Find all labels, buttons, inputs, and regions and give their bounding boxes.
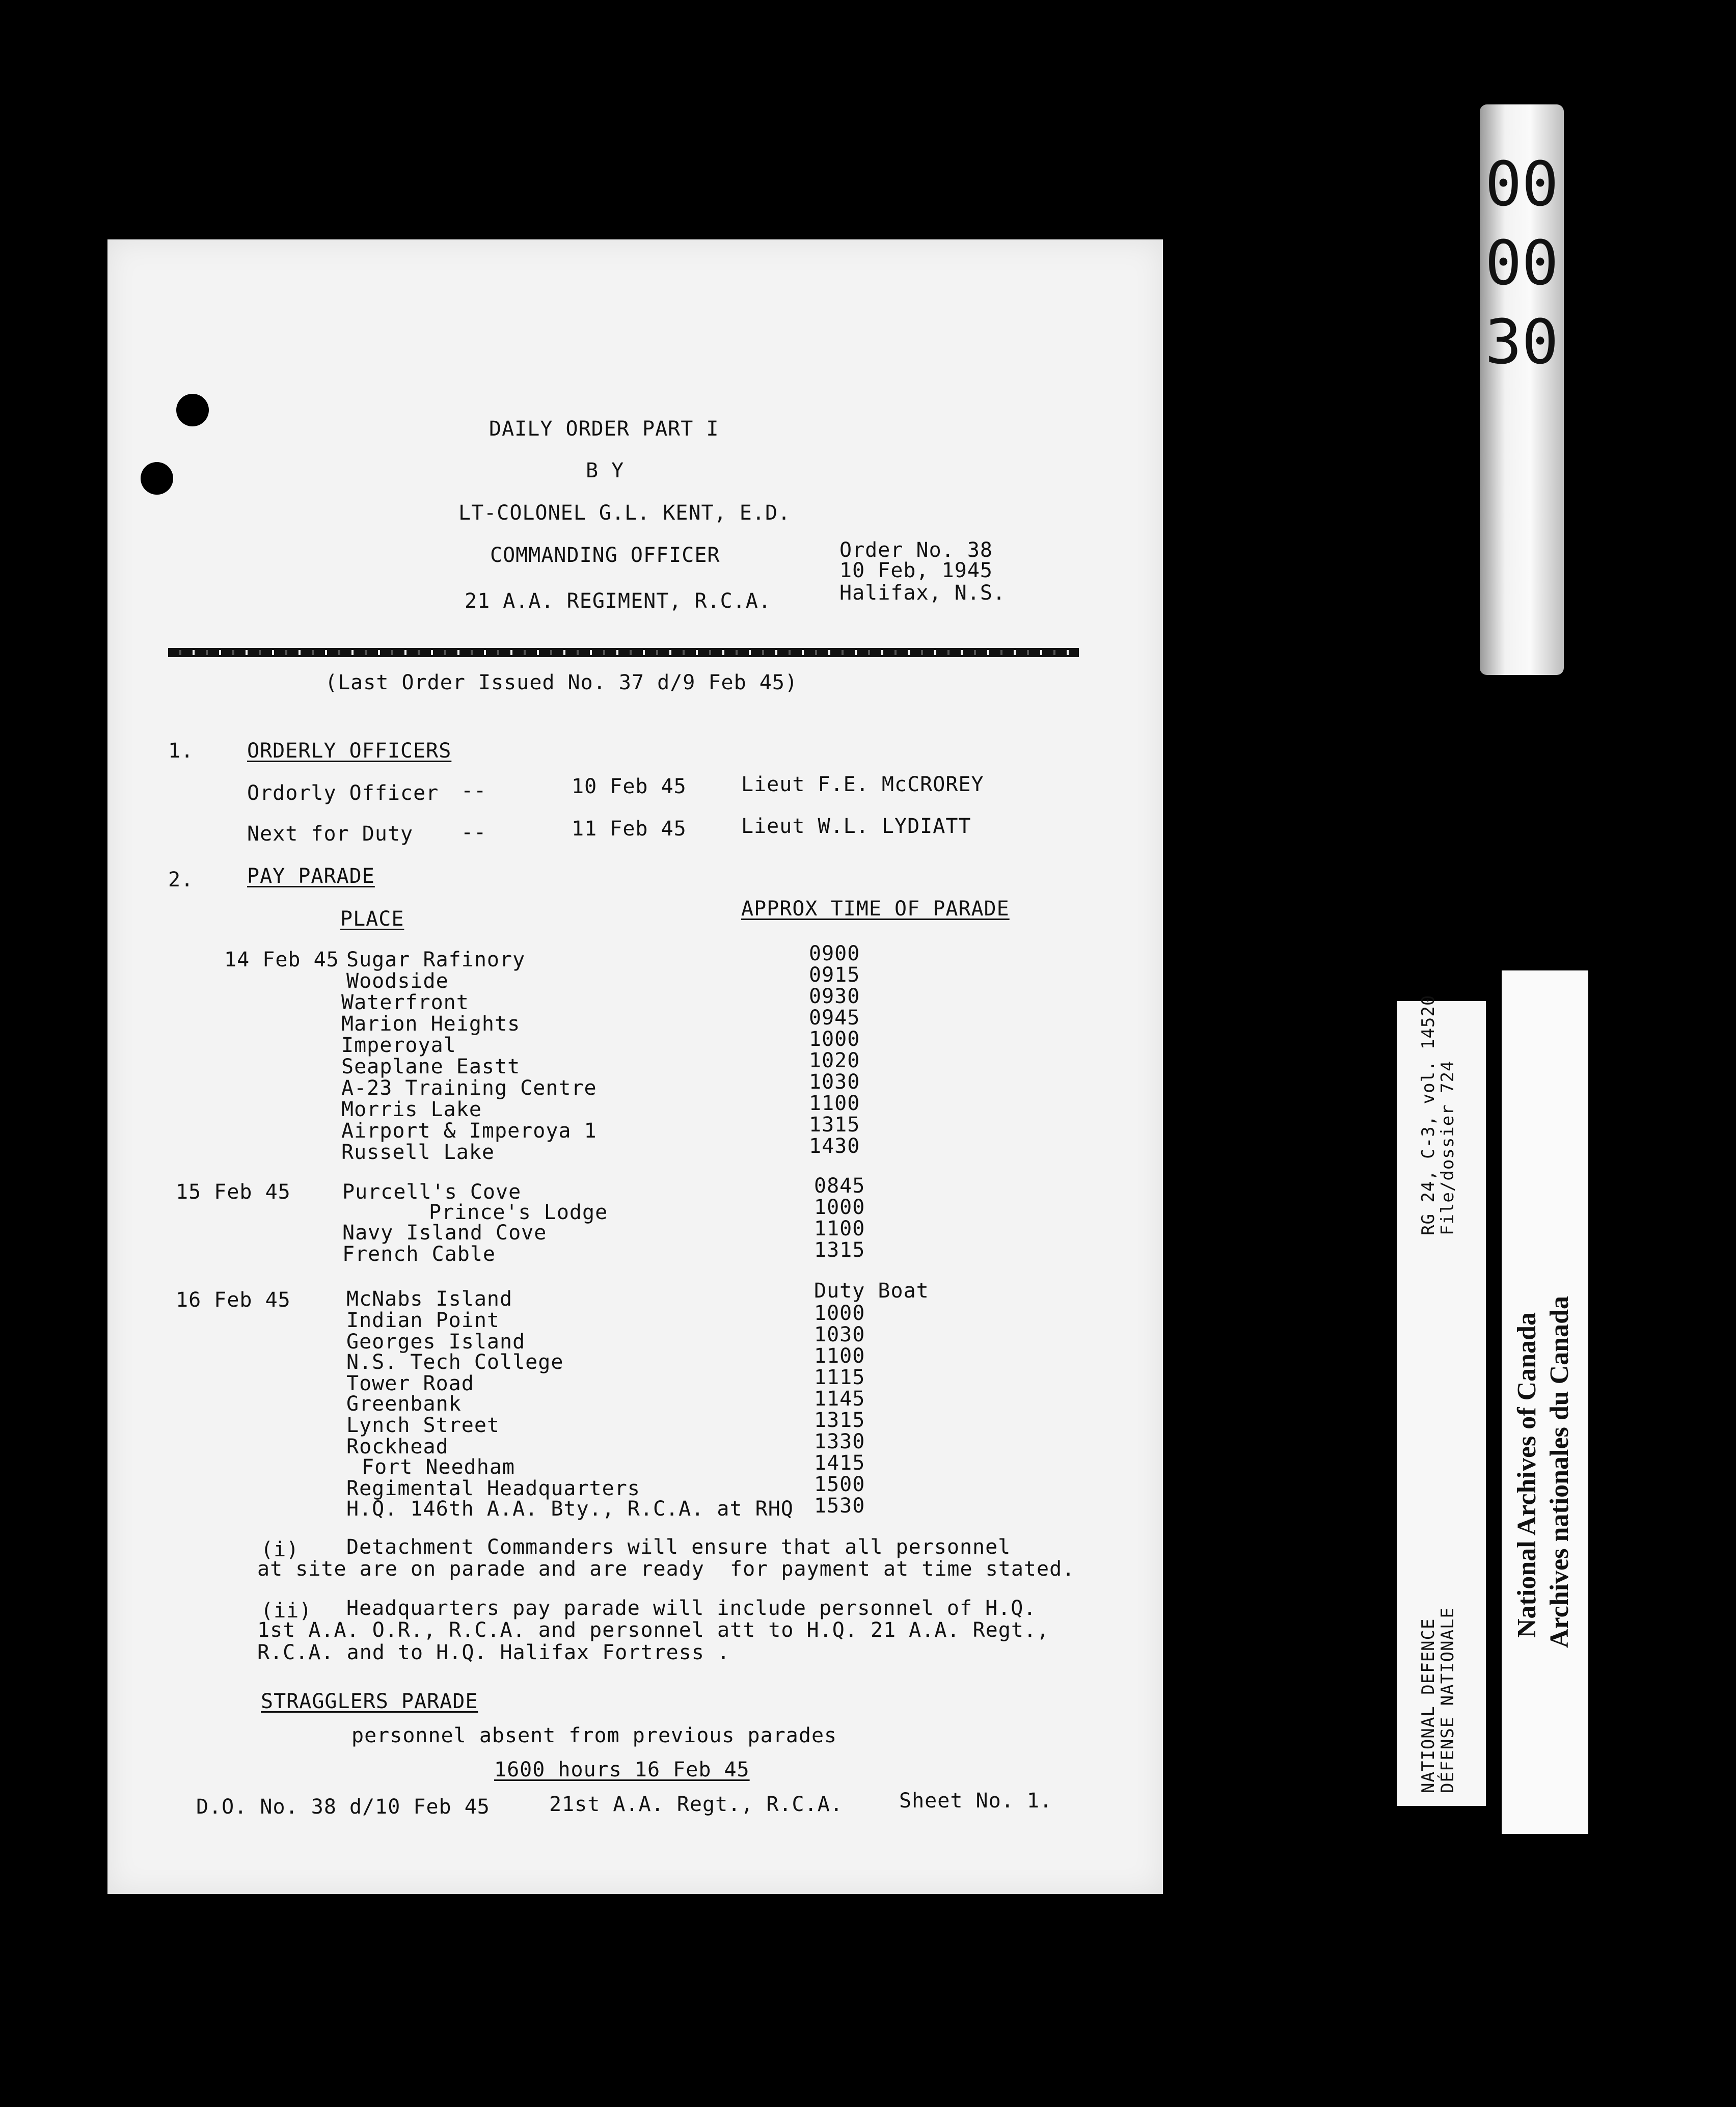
place: Lynch Street: [346, 1414, 500, 1437]
place: Rockhead: [346, 1435, 449, 1458]
archives-label: [1502, 970, 1588, 1834]
footer-unit: 21st A.A. Regt., R.C.A.: [549, 1793, 843, 1816]
stragglers-time: 1600 hours 16 Feb 45: [494, 1758, 750, 1781]
place: Fort Needham: [362, 1455, 515, 1479]
time: 1100: [814, 1344, 865, 1368]
frame-number: 000030: [1485, 149, 1559, 378]
note-text: R.C.A. and to H.Q. Halifax Fortress .: [257, 1641, 730, 1664]
last-order-note: (Last Order Issued No. 37 d/9 Feb 45): [325, 671, 798, 694]
time: 1000: [814, 1196, 865, 1219]
place: Purcell's Cove: [342, 1180, 522, 1204]
frame-number-stamp: [1480, 104, 1564, 675]
note-text: 1st A.A. O.R., R.C.A. and personnel att to H.Q. 21 A.A. Regt.,: [257, 1618, 1050, 1642]
stragglers-text: personnel absent from previous parades: [351, 1724, 837, 1747]
time: 1000: [814, 1302, 865, 1325]
footer-sheet: Sheet No. 1.: [899, 1789, 1052, 1813]
place: H.Q. 146th A.A. Bty., R.C.A. at RHQ: [346, 1497, 794, 1521]
place: Regimental Headquarters: [346, 1477, 640, 1500]
orderly-name: Lieut F.E. McCROREY: [741, 773, 984, 796]
punch-hole: [141, 462, 173, 495]
time: 1315: [814, 1409, 865, 1432]
time: 0845: [814, 1174, 865, 1198]
note-text: at site are on parade and are ready for payment at time stated.: [257, 1557, 1075, 1581]
time: 1500: [814, 1473, 865, 1496]
orderly-date: 11 Feb 45: [572, 817, 687, 841]
place: Prince's Lodge: [429, 1201, 608, 1224]
orderly-role: Next for Duty: [247, 822, 414, 846]
archive-reference-label: [1397, 994, 1486, 1806]
time: 1315: [809, 1113, 860, 1137]
orderly-role: Ordorly Officer: [247, 781, 439, 805]
time: 0945: [809, 1006, 860, 1030]
time: 1415: [814, 1451, 865, 1475]
column-header-place: PLACE: [340, 907, 404, 931]
place: Navy Island Cove: [342, 1221, 547, 1245]
place: N.S. Tech College: [346, 1350, 564, 1374]
order-date: 10 Feb, 1945: [839, 559, 993, 582]
dept-en: NATIONAL DEFENCE: [1418, 1618, 1439, 1793]
place: Seaplane Eastt: [341, 1055, 521, 1078]
place: Marion Heights: [341, 1012, 521, 1036]
time: 1100: [809, 1092, 860, 1115]
orderly-dash: --: [461, 779, 487, 802]
time: 1020: [809, 1049, 860, 1072]
orderly-dash: --: [461, 821, 487, 844]
punch-hole: [176, 394, 209, 426]
order-number: Order No. 38: [839, 538, 993, 562]
archives-fr: Archives nationales du Canada: [1545, 1295, 1574, 1648]
footer-ref: D.O. No. 38 d/10 Feb 45: [196, 1795, 490, 1819]
note-number: (i): [261, 1538, 300, 1561]
group-date: 14 Feb 45: [224, 948, 339, 971]
time: 0900: [809, 942, 860, 965]
place: Airport & Imperoya 1: [341, 1119, 597, 1143]
archive-file: File/dossier 724: [1437, 1060, 1458, 1235]
place: McNabs Island: [346, 1287, 513, 1311]
header-unit: 21 A.A. REGIMENT, R.C.A.: [465, 589, 771, 613]
order-place: Halifax, N.S.: [839, 581, 1006, 605]
note-text: Detachment Commanders will ensure that all personnel: [346, 1535, 1011, 1559]
column-header-time: APPROX TIME OF PARADE: [741, 897, 1010, 921]
archives-en: National Archives of Canada: [1512, 1312, 1541, 1638]
time: 1100: [814, 1217, 865, 1240]
time: 1000: [809, 1028, 860, 1051]
section-title: ORDERLY OFFICERS: [247, 739, 452, 763]
time: Duty Boat: [814, 1279, 929, 1303]
group-date: 15 Feb 45: [176, 1180, 291, 1204]
place: Tower Road: [346, 1372, 474, 1395]
place: Sugar Rafinory: [346, 948, 526, 971]
time: 1330: [814, 1430, 865, 1453]
section-title: PAY PARADE: [247, 865, 375, 888]
time: 1430: [809, 1134, 860, 1158]
section-title: STRAGGLERS PARADE: [261, 1690, 478, 1713]
place: Greenbank: [346, 1392, 462, 1416]
note-text: Headquarters pay parade will include personnel of H.Q.: [346, 1597, 1037, 1620]
section-number: 1.: [168, 739, 194, 763]
place: Woodside: [346, 969, 449, 993]
place: Morris Lake: [341, 1098, 482, 1121]
group-date: 16 Feb 45: [176, 1288, 291, 1312]
note-number: (ii): [261, 1599, 312, 1623]
dept-fr: DÉFENSE NATIONALE: [1437, 1607, 1458, 1793]
time: 1115: [814, 1366, 865, 1389]
header-role: COMMANDING OFFICER: [490, 544, 720, 567]
time: 1530: [814, 1494, 865, 1518]
time: 1030: [809, 1070, 860, 1094]
time: 0915: [809, 963, 860, 987]
time: 1030: [814, 1323, 865, 1346]
place: Imperoyal: [341, 1034, 456, 1057]
archive-reference: RG 24, C-3, vol. 14520: [1418, 994, 1439, 1235]
time: 1145: [814, 1387, 865, 1411]
place: Russell Lake: [341, 1141, 495, 1164]
orderly-name: Lieut W.L. LYDIATT: [741, 815, 971, 838]
header-officer: LT-COLONEL G.L. KENT, E.D.: [458, 501, 791, 525]
orderly-date: 10 Feb 45: [572, 775, 687, 798]
separator-rule: [168, 648, 1079, 657]
time: 0930: [809, 985, 860, 1008]
place: Georges Island: [346, 1330, 526, 1354]
header-by: B Y: [586, 459, 625, 482]
header-title: DAILY ORDER PART I: [489, 417, 719, 441]
section-number: 2.: [168, 868, 194, 892]
place: Waterfront: [341, 991, 469, 1014]
place: French Cable: [342, 1242, 496, 1266]
time: 1315: [814, 1238, 865, 1262]
place: A-23 Training Centre: [341, 1076, 597, 1100]
place: Indian Point: [346, 1309, 500, 1332]
